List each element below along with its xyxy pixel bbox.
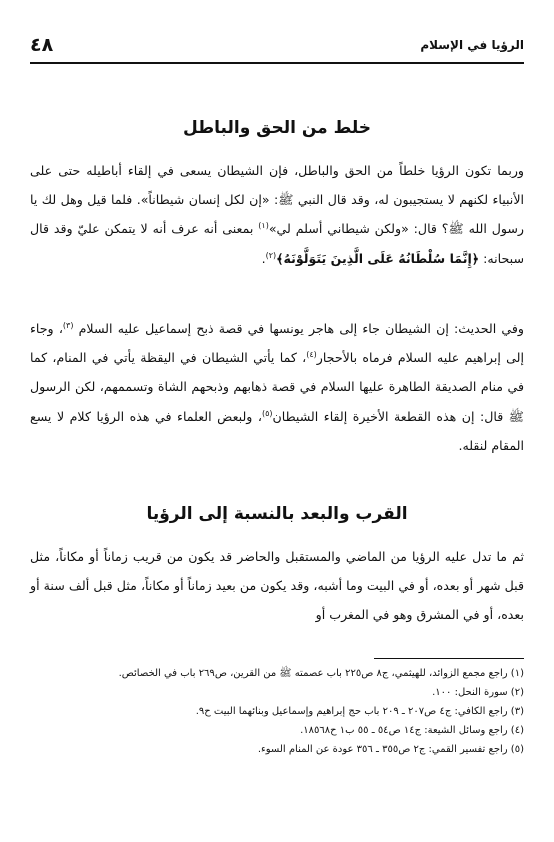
footnotes-list [30,664,524,759]
text-run: وفي الحديث: إن الشيطان جاء إلى هاجر يونسها في قصة ذبح إسماعيل عليه السلام [73,321,524,336]
text-run: ، ولبعض العلماء في هذه الرؤيا كلام لا يسع المقام لنقله. [30,408,524,453]
footnote-ref: (٥) [261,408,273,418]
page-number: ٤٨ [30,34,54,56]
quran-verse: ﴿إِنَّمَا سُلْطَانُهُ عَلَى الَّذِينَ يَتَوَلَّوْنَهُ﴾ [276,250,480,266]
text-run: . [261,250,266,266]
footnote: (٣) راجع الكافي: ج٤ ص٢٠٧ ـ ٢٠٩ باب حج إبراهيم وإسماعيل وبنائهما البيت ح٩. [195,706,524,717]
text-run: ، وجاء إلى إبراهيم عليه السلام فرماه بالأحجار [30,321,524,366]
paragraph [30,542,524,630]
header-rule [30,62,524,64]
page-header [30,34,524,60]
footnote-ref: (٣) [62,320,74,330]
footnote-ref: (٢) [265,250,277,260]
paragraph [30,156,524,273]
text-run: ثم ما تدل عليه الرؤيا من الماضي والمستقبل والحاضر قد يكون من قريب زماناً أو مكاناً، مثل قبل شهر أو بعده، أو في البيت وما أشبه، وقد يكون من بعيد زماناً أو مكاناً، مثل قبل ألف سنة أو بعده، أو في المشرق وهو في المغرب أو [30,549,524,623]
text-run: ، كما يأتي الشيطان في اليقظة يأتي في المنام، كما في منام الصديقة الطاهرة عليها السلام في قصة ذهابهم وذبحهم الشاة وتسممهم، لكن الرسول ﷺ قال: إن هذه القطعة الأخيرة إلقاء الشيطان [30,350,524,424]
footnote-ref: (١) [258,221,269,231]
footnote-ref: (٤) [306,350,317,360]
footnote: (٤) راجع وسائل الشيعة: ج١٤ ص٥٤ ـ ٥٥ ب١ ح١٨٥٦٨. [300,725,524,736]
section-heading: القرب والبعد بالنسبة إلى الرؤيا [146,504,408,524]
footnote: (٥) راجع تفسير القمي: ج٢ ص٣٥٥ ـ ٣٥٦ عودة عن المنام السوء. [257,744,524,755]
footnote: (١) راجع مجمع الزوائد، للهيثمي، ج٨ ص٢٢٥ باب عصمته ﷺ من القرين، ص٢٦٩ باب في الخصائص. [118,668,524,679]
footnote: (٢) سورة النحل: ١٠٠. [432,687,524,698]
text-run: بمعنى أنه عرف أنه لا يتمكن عليّ وقد قال سبحانه: [30,221,524,266]
section-heading: خلط من الحق والباطل [182,118,372,138]
running-title: الرؤيا في الإسلام [420,38,524,52]
footnote-rule [374,658,524,659]
paragraph [30,314,524,460]
text-run: وربما تكون الرؤيا خلطاً من الحق والباطل، فإن الشيطان يسعى في إلقاء أباطيله حتى على الأنبياء لكنهم لا يستجيبون له، وقد قال النبي ﷺ: «إن لكل إنسان شيطاناً». فلما قيل وهل لك يا رسول الله ﷺ؟ قال: «ولكن شيطاني أسلم لي» [30,163,525,237]
